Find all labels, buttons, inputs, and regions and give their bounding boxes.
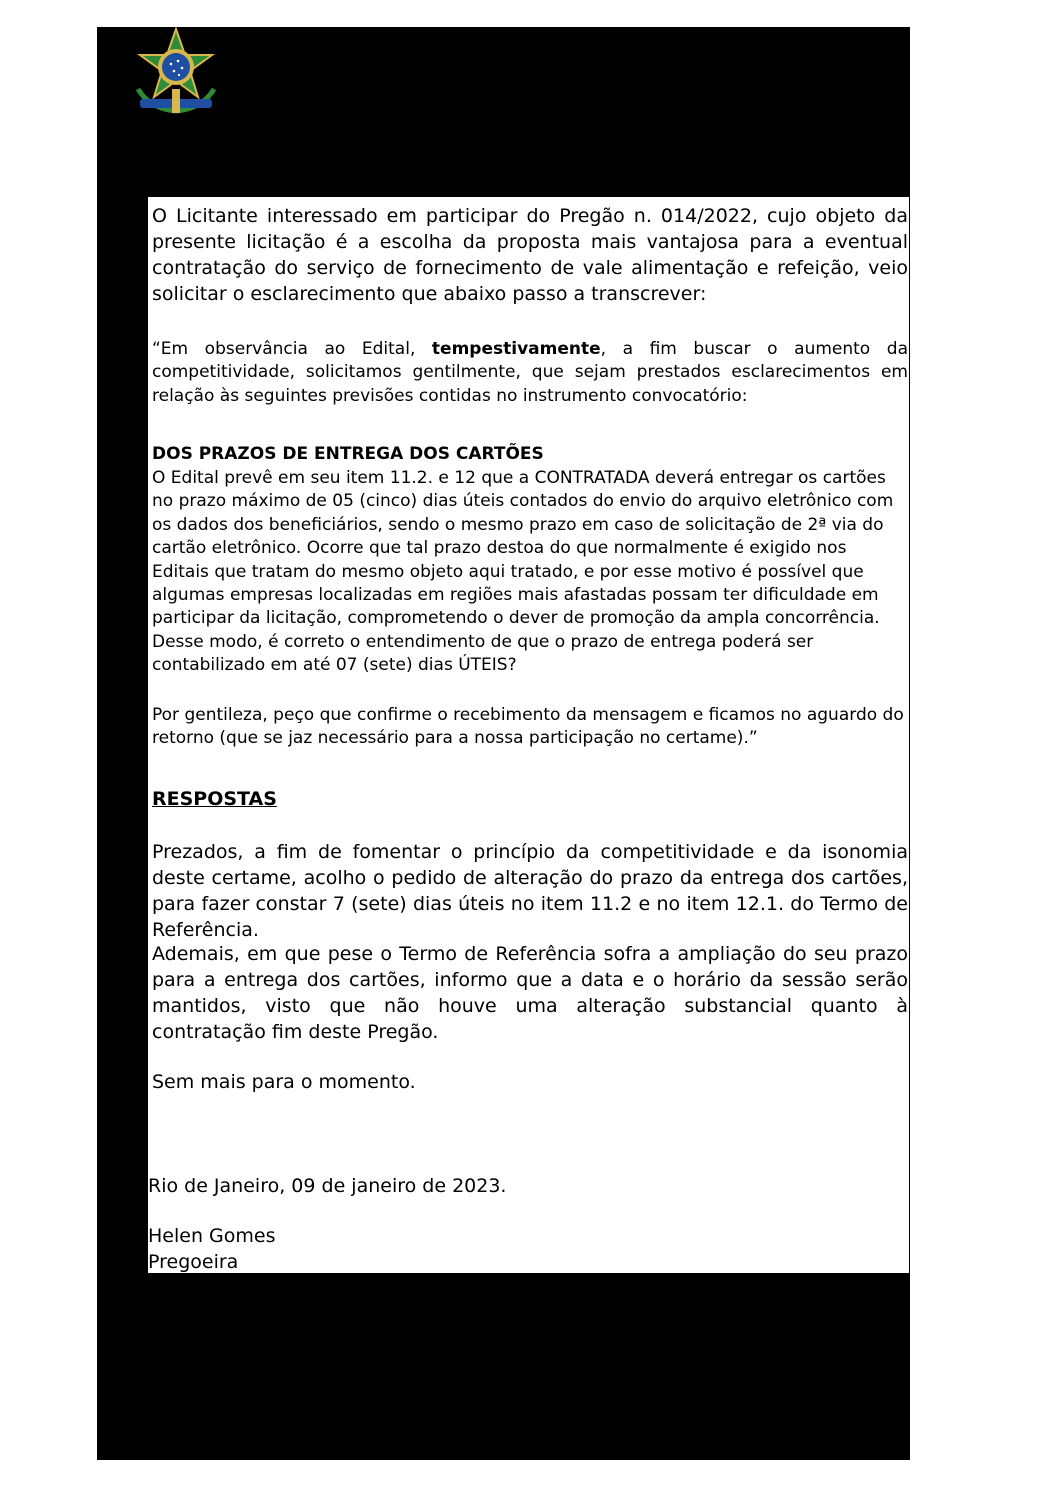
- section-line: Editais que tratam do mesmo objeto aqui tratado, e por esse motivo é possível que: [152, 561, 864, 582]
- section-line: no prazo máximo de 05 (cinco) dias úteis contados do envio do arquivo eletrônico com: [152, 491, 894, 512]
- section-heading: DOS PRAZOS DE ENTREGA DOS CARTÕES: [152, 444, 544, 464]
- quote-paragraph: [152, 338, 908, 408]
- responses-heading: RESPOSTAS: [152, 788, 277, 810]
- document-body: [148, 197, 909, 1273]
- section-line: algumas empresas localizadas em regiões mais afastadas possam ter dificuldade em: [152, 585, 879, 606]
- closing-line: retorno (que se jaz necessário para a nossa participação no certame).”: [152, 728, 758, 749]
- section-line: O Edital prevê em seu item 11.2. e 12 que a CONTRATADA deverá entregar os cartões: [152, 468, 886, 488]
- section-line: contabilizado em até 07 (sete) dias ÚTEIS?: [152, 655, 517, 676]
- farewell-text: Sem mais para o momento.: [152, 1071, 416, 1093]
- closing-line: Por gentileza, peço que confirme o recebimento da mensagem e ficamos no aguardo do: [152, 705, 904, 725]
- section-line: participar da licitação, comprometendo o dever de promoção da ampla concorrência.: [152, 608, 880, 629]
- response-paragraph-2: Ademais, em que pese o Termo de Referência sofra a ampliação do seu prazo para a entrega dos cartões, informo que a data e o horário da sessão serão mantidos, visto que não houve uma alteração substancial quanto à contratação fim deste Pregão.: [152, 943, 908, 1043]
- closing-quote: [152, 704, 908, 751]
- place-date: Rio de Janeiro, 09 de janeiro de 2023.: [148, 1175, 507, 1197]
- section-body: [152, 467, 908, 678]
- brazil-coat-of-arms-icon: [130, 27, 222, 117]
- quote-bold-word: tempestivamente: [431, 339, 601, 359]
- signer-role: Pregoeira: [148, 1251, 239, 1273]
- quote-text-start: “Em observância ao Edital,: [152, 339, 432, 359]
- intro-paragraph: O Licitante interessado em participar do Pregão n. 014/2022, cujo objeto da presente licitação é a escolha da proposta mais vantajosa para a eventual contratação do serviço de fornecimento de vale alimentação e refeição, veio solicitar o esclarecimento que abaixo passo a transcrever:: [152, 205, 908, 305]
- signer-name: Helen Gomes: [148, 1225, 276, 1247]
- section-line: cartão eletrônico. Ocorre que tal prazo destoa do que normalmente é exigido nos: [152, 538, 847, 559]
- response-paragraph-1: Prezados, a fim de fomentar o princípio da competitividade e da isonomia deste certame, acolho o pedido de alteração do prazo da entrega dos cartões, para fazer constar 7 (sete) dias úteis no item 11.2 e no item 12.1. do Termo de Referência.: [152, 841, 908, 941]
- quote-text-end: , a fim buscar o aumento da competitividade, solicitamos gentilmente, que sejam prestados esclarecimentos em relação às seguintes previsões contidas no instrumento convocatório:: [152, 339, 908, 406]
- section-line: Desse modo, é correto o entendimento de que o prazo de entrega poderá ser: [152, 631, 814, 652]
- section-line: os dados dos beneficiários, sendo o mesmo prazo em caso de solicitação de 2ª via do: [152, 514, 884, 535]
